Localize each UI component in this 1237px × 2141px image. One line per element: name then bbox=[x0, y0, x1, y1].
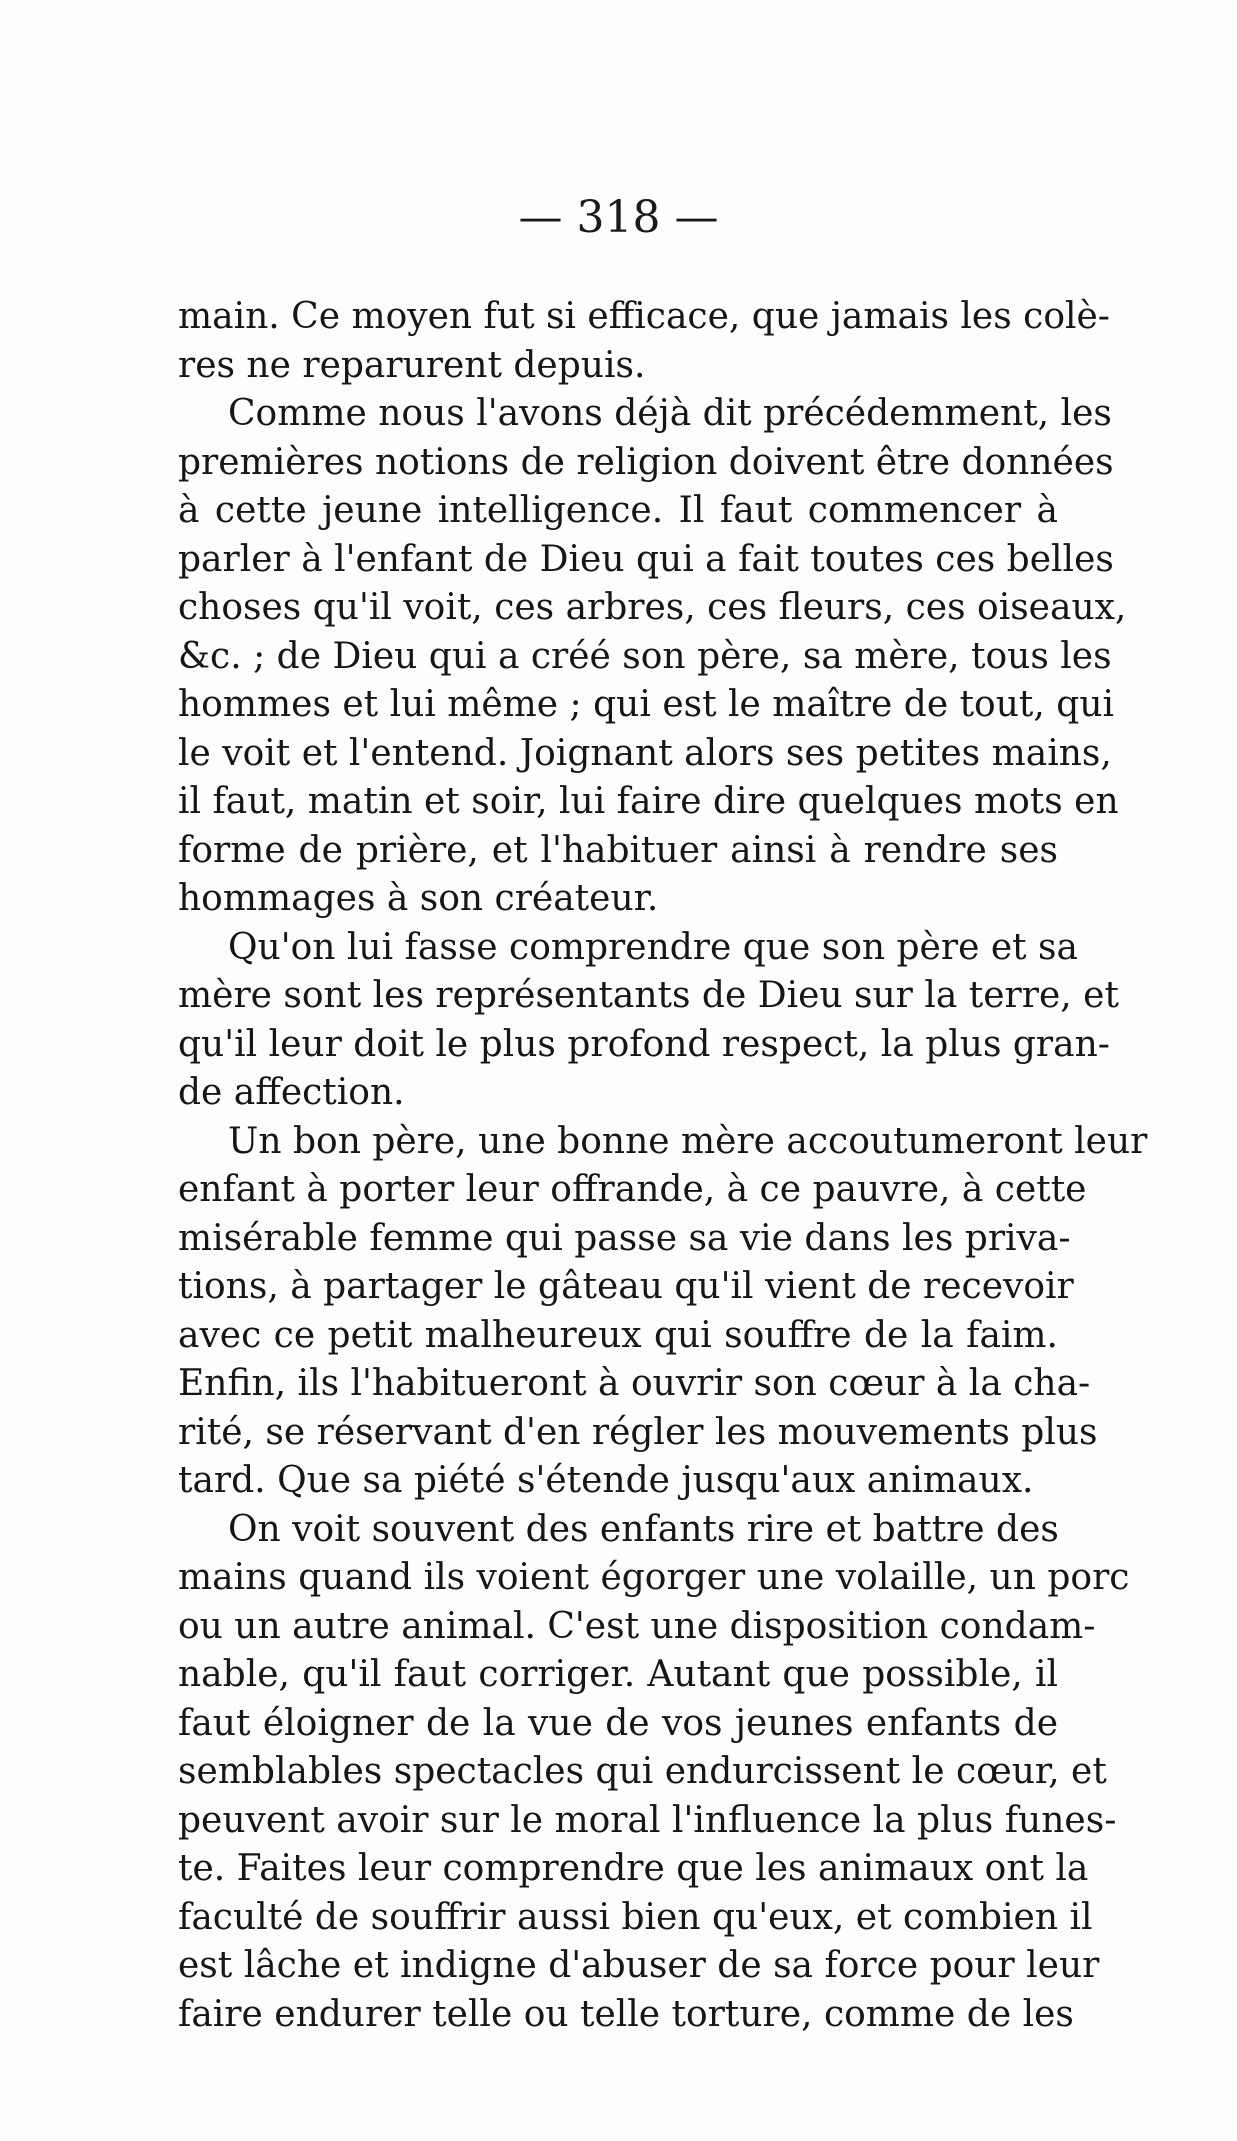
text-line: faut éloigner de la vue de vos jeunes enfants de bbox=[178, 1702, 1058, 1744]
text-line: rité, se réservant d'en régler les mouvements plus bbox=[178, 1411, 1098, 1453]
paragraph bbox=[178, 1506, 1130, 2040]
text-line: res ne reparurent depuis. bbox=[178, 344, 646, 386]
text-line: il faut, matin et soir, lui faire dire quelques mots en bbox=[178, 781, 1119, 822]
text-line: ou un autre animal. C'est une disposition condam- bbox=[178, 1605, 1096, 1647]
text-line: faire endurer telle ou telle torture, comme de les bbox=[178, 1993, 1074, 2035]
text-line: enfant à porter leur offrande, à ce pauvre, à cette bbox=[178, 1169, 1087, 1210]
text-line: qu'il leur doit le plus profond respect, la plus gran- bbox=[178, 1023, 1110, 1065]
text-line: est lâche et indigne d'abuser de sa force pour leur bbox=[178, 1945, 1100, 1986]
paragraph bbox=[178, 1118, 1148, 1506]
text-line: peuvent avoir sur le moral l'influence la plus funes- bbox=[178, 1799, 1117, 1841]
text-line: mains quand ils voient égorger une volaille, un porc bbox=[178, 1557, 1130, 1598]
text-line: premières notions de religion doivent être données bbox=[178, 441, 1114, 483]
text-line: hommages à son créateur. bbox=[178, 878, 659, 919]
text-line: tions, à partager le gâteau qu'il vient de recevoir bbox=[178, 1266, 1074, 1307]
text-line: tard. Que sa piété s'étende jusqu'aux animaux. bbox=[178, 1460, 1034, 1501]
text-line: Comme nous l'avons déjà dit précédemment, les bbox=[228, 393, 1112, 434]
text-line: Qu'on lui fasse comprendre que son père et sa bbox=[228, 926, 1078, 968]
body-text bbox=[178, 293, 1148, 2039]
paragraph bbox=[178, 390, 1127, 924]
text-line: te. Faites leur comprendre que les animaux ont la bbox=[178, 1848, 1089, 1889]
text-line: parler à l'enfant de Dieu qui a fait toutes ces belles bbox=[178, 538, 1114, 580]
text-line: choses qu'il voit, ces arbres, ces fleurs, ces oiseaux, bbox=[178, 587, 1127, 628]
text-line: nable, qu'il faut corriger. Autant que possible, il bbox=[178, 1654, 1058, 1695]
text-line: forme de prière, et l'habituer ainsi à rendre ses bbox=[178, 829, 1058, 871]
text-line: misérable femme qui passe sa vie dans les priva- bbox=[178, 1217, 1071, 1259]
text-line: &c. ; de Dieu qui a créé son père, sa mère, tous les bbox=[178, 635, 1112, 677]
text-line: main. Ce moyen fut si efficace, que jamais les colè- bbox=[178, 296, 1110, 337]
text-line: à cette jeune intelligence. Il faut commencer à bbox=[178, 490, 1058, 531]
paragraph bbox=[178, 924, 1119, 1118]
text-line: semblables spectacles qui endurcissent le cœur, et bbox=[178, 1751, 1107, 1792]
text-line: Enfin, ils l'habitueront à ouvrir son cœur à la cha- bbox=[178, 1363, 1091, 1404]
text-line: faculté de souffrir aussi bien qu'eux, et combien il bbox=[178, 1896, 1093, 1938]
text-line: de affection. bbox=[178, 1072, 405, 1113]
text-line: hommes et lui même ; qui est le maître de tout, qui bbox=[178, 684, 1115, 725]
text-line: On voit souvent des enfants rire et battre des bbox=[228, 1508, 1059, 1550]
paragraph bbox=[178, 293, 1110, 390]
page-number: — 318 — bbox=[518, 192, 719, 243]
text-line: le voit et l'entend. Joignant alors ses petites mains, bbox=[178, 732, 1112, 774]
text-line: mère sont les représentants de Dieu sur la terre, et bbox=[178, 975, 1119, 1016]
text-line: avec ce petit malheureux qui souffre de la faim. bbox=[178, 1314, 1058, 1356]
text-line: Un bon père, une bonne mère accoutumeront leur bbox=[228, 1120, 1148, 1162]
